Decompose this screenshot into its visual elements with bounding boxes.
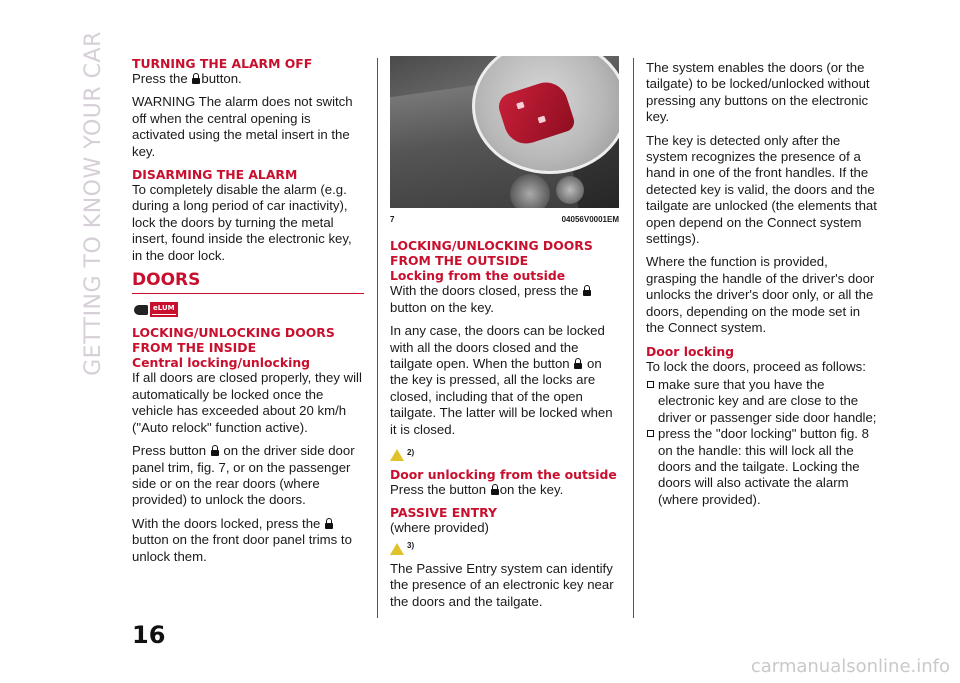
- paragraph-grasp: Where the function is provided, grasping the handle of the driver's door unlocks the driver's door only, or all the doors, depending on the mode set in the Connect system.: [646, 254, 875, 336]
- paragraph-doors-closed: With the doors closed, press the button on the key.: [390, 283, 620, 316]
- paragraph-any-case: In any case, the doors can be locked with all the doors closed and the tailgate open. When the button on the key is pressed, all the locks are closed, including that of the open tailgate. The latter will be locked when it is closed.: [390, 323, 613, 437]
- unlock-icon: [491, 484, 499, 495]
- heading-doors: DOORS: [132, 272, 364, 294]
- column-3: [646, 60, 878, 514]
- subheading-central-locking: Central locking/unlocking: [132, 355, 311, 371]
- watermark: carmanualsonline.info: [750, 656, 950, 677]
- subheading-door-unlocking: Door unlocking from the outside: [390, 467, 617, 483]
- paragraph-proceed: To lock the doors, proceed as follows:: [646, 358, 866, 374]
- steps-list: [646, 377, 878, 508]
- figure-door-panel: [390, 56, 619, 208]
- figure-caption: [390, 212, 619, 228]
- lock-icon: [325, 518, 333, 529]
- paragraph-disarm: To completely disable the alarm (e.g. during a long period of car inactivity), lock the doors by turning the metal insert, found inside the electronic key, in the door lock.: [132, 182, 352, 263]
- paragraph-system: The system enables the doors (or the tailgate) to be locked/unlocked without pressing any buttons on the electronic key.: [646, 60, 870, 125]
- unlock-icon: [192, 73, 200, 84]
- lock-icon: [516, 102, 525, 110]
- lock-icon: [574, 358, 582, 369]
- lock-icon: [583, 285, 591, 296]
- column-1: [132, 56, 364, 572]
- figure-code: 04056V0001EM: [561, 215, 619, 224]
- column-2: [390, 56, 620, 617]
- column-divider: [633, 58, 634, 618]
- warning-icon: [390, 543, 404, 555]
- list-item: press the "door locking" button fig. 8 on the handle: this will lock all the doors and the tailgate. Locking the doors will also activate the alarm (where provided).: [646, 426, 878, 508]
- paragraph-press-button: Press the button.: [132, 71, 242, 86]
- knob-image: [510, 174, 550, 208]
- chapter-title: GETTING TO KNOW YOUR CAR: [80, 30, 106, 376]
- column-divider: [377, 58, 378, 618]
- heading-lock-outside: LOCKING/UNLOCKING DOORS FROM THE OUTSIDE: [390, 238, 593, 269]
- heading-turning-alarm-off: TURNING THE ALARM OFF: [132, 56, 313, 71]
- paragraph-warning: WARNING The alarm does not switch off when the central opening is activated using the metal insert in the key.: [132, 94, 353, 159]
- knob-image: [556, 176, 584, 204]
- subheading-door-locking: Door locking: [646, 343, 735, 359]
- hand-icon: [134, 305, 148, 315]
- elum-symbol: [134, 302, 364, 317]
- unlock-icon: [538, 116, 547, 124]
- paragraph-press-button-door: Press button on the driver side door panel trim, fig. 7, or on the passenger side or on the rear doors (where provided) to unlock the doors.: [132, 443, 355, 508]
- warning-reference: 2): [390, 445, 620, 461]
- paragraph-unlock: Press the button on the key.: [390, 482, 564, 498]
- list-item: make sure that you have the electronic key and are close to the driver or passenger side door handle;: [646, 377, 878, 426]
- warning-reference: 3): [390, 539, 620, 555]
- chapter-side-tab: [78, 30, 108, 376]
- paragraph-where-provided: (where provided): [390, 520, 489, 536]
- figure-number: 7: [390, 215, 395, 224]
- page-number: 16: [132, 621, 166, 649]
- subheading-locking-outside: Locking from the outside: [390, 268, 566, 284]
- heading-disarming-alarm: DISARMING THE ALARM: [132, 167, 298, 183]
- heading-lock-inside: LOCKING/UNLOCKING DOORS FROM THE INSIDE: [132, 325, 335, 356]
- paragraph-detected: The key is detected only after the system recognizes the presence of a hand in one of the front handles. If the detected key is valid, the doors and the tailgate are unlocked (the elements that open depend on the Connect system settings).: [646, 132, 877, 247]
- paragraph-doors-locked: With the doors locked, press the button on the front door panel trims to unlock them.: [132, 515, 352, 564]
- paragraph-passive: The Passive Entry system can identify the presence of an electronic key near the doors and the tailgate.: [390, 560, 614, 609]
- paragraph-central: If all doors are closed properly, they will automatically be locked once the vehicle has exceeded about 20 km/h ("Auto relock" function active).: [132, 370, 362, 435]
- heading-passive-entry: PASSIVE ENTRY: [390, 505, 497, 521]
- warning-icon: [390, 449, 404, 461]
- elum-badge: eLUM: [150, 302, 178, 317]
- lock-icon: [211, 445, 219, 456]
